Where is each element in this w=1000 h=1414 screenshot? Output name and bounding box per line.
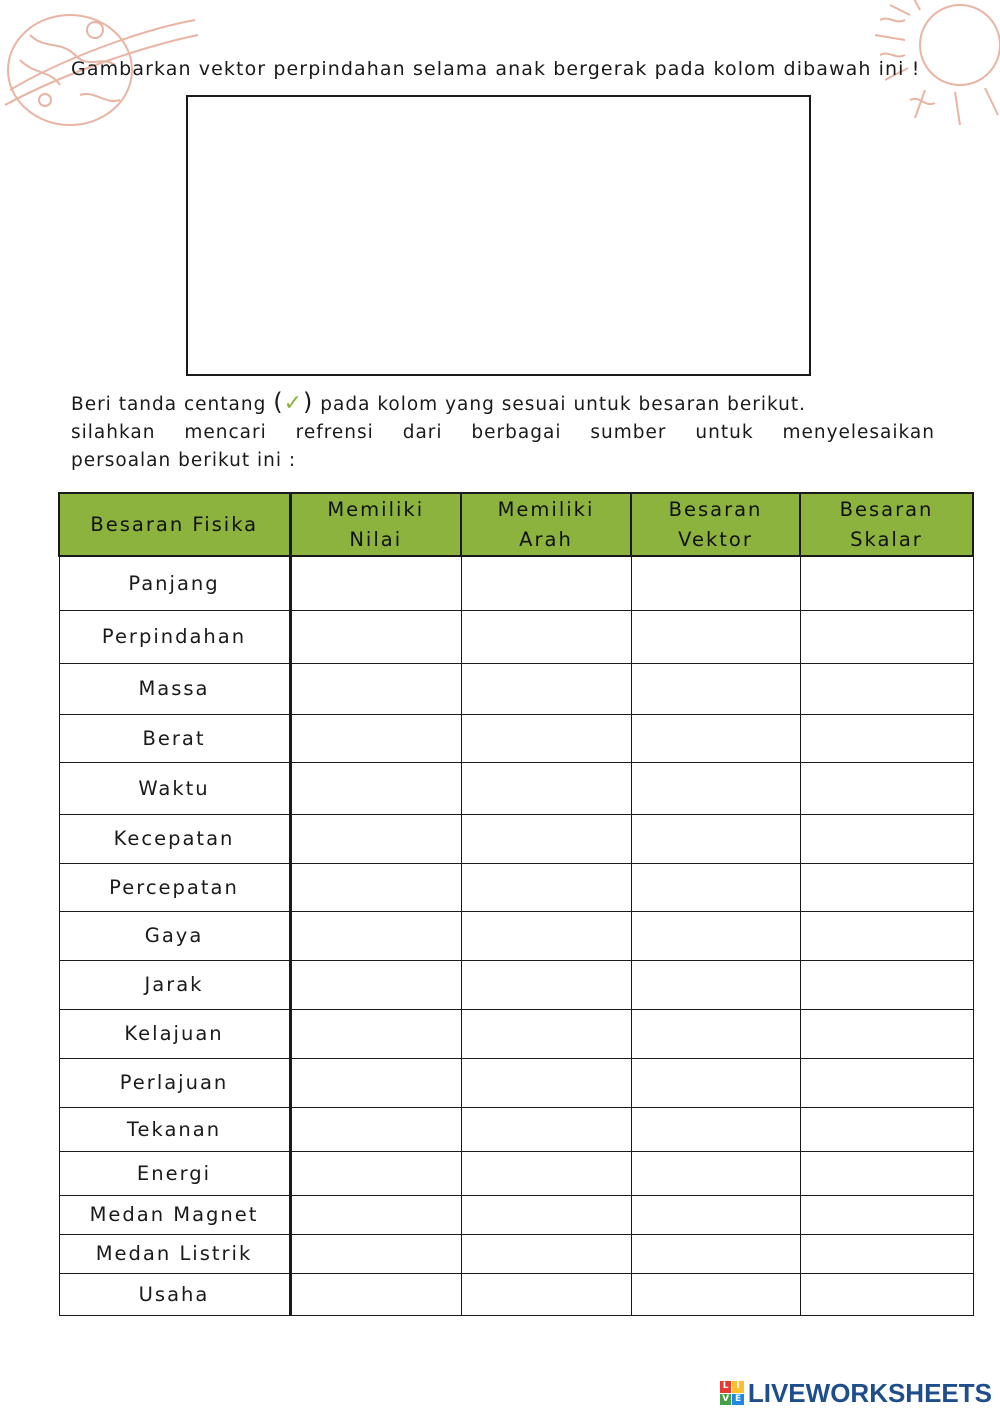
drawing-instruction: Gambarkan vektor perpindahan selama anak bergerak pada kolom dibawah ini ! [71, 58, 921, 80]
table-row [59, 1009, 973, 1058]
answer-cell-skalar[interactable] [800, 714, 973, 762]
answer-cell-arah[interactable] [461, 1151, 631, 1195]
table-row [59, 1195, 973, 1234]
answer-cell-skalar[interactable] [800, 863, 973, 911]
instruction-line-2: silahkan mencari refrensi dari berbagai sumber untuk menyelesaikan [71, 422, 935, 443]
answer-cell-arah[interactable] [461, 1009, 631, 1058]
open-paren: ( [273, 388, 284, 416]
quantity-name: Usaha [59, 1273, 290, 1315]
table-row [59, 1234, 973, 1273]
table-row [59, 1058, 973, 1107]
answer-cell-vektor[interactable] [631, 1195, 800, 1234]
brand-text: LIVEWORKSHEETS [747, 1377, 992, 1408]
answer-cell-arah[interactable] [461, 1058, 631, 1107]
answer-cell-skalar[interactable] [800, 556, 973, 610]
header-besaran-fisika: Besaran Fisika [59, 493, 290, 556]
quantity-name: Percepatan [59, 863, 290, 911]
logo-tile: V [720, 1394, 732, 1406]
liveworksheets-brand [720, 1378, 992, 1408]
table-row [59, 556, 973, 610]
answer-cell-nilai[interactable] [290, 1058, 461, 1107]
liveworksheets-logo-icon [720, 1381, 744, 1405]
answer-cell-skalar[interactable] [800, 663, 973, 714]
answer-cell-nilai[interactable] [290, 556, 461, 610]
answer-cell-nilai[interactable] [290, 1195, 461, 1234]
table-row [59, 960, 973, 1009]
header-besaran-skalar: Besaran Skalar [800, 493, 973, 556]
quantity-name: Panjang [59, 556, 290, 610]
quantity-name: Perlajuan [59, 1058, 290, 1107]
logo-tile: I [732, 1381, 744, 1393]
answer-cell-nilai[interactable] [290, 1009, 461, 1058]
answer-cell-arah[interactable] [461, 610, 631, 663]
instruction-line-1 [71, 388, 935, 419]
answer-cell-nilai[interactable] [290, 610, 461, 663]
answer-cell-arah[interactable] [461, 1107, 631, 1151]
answer-cell-arah[interactable] [461, 960, 631, 1009]
header-memiliki-arah: Memiliki Arah [461, 493, 631, 556]
checkmark-icon: ✓ [283, 391, 304, 416]
vector-drawing-area[interactable] [186, 95, 811, 376]
answer-cell-arah[interactable] [461, 556, 631, 610]
table-row [59, 1107, 973, 1151]
table-row [59, 714, 973, 762]
answer-cell-skalar[interactable] [800, 1273, 973, 1315]
answer-cell-vektor[interactable] [631, 1151, 800, 1195]
answer-cell-arah[interactable] [461, 714, 631, 762]
answer-cell-skalar[interactable] [800, 960, 973, 1009]
answer-cell-skalar[interactable] [800, 1195, 973, 1234]
quantity-name: Waktu [59, 762, 290, 814]
instruction-line-3: persoalan berikut ini : [71, 450, 297, 471]
answer-cell-vektor[interactable] [631, 960, 800, 1009]
answer-cell-nilai[interactable] [290, 1234, 461, 1273]
answer-cell-vektor[interactable] [631, 911, 800, 960]
quantity-name: Massa [59, 663, 290, 714]
answer-cell-vektor[interactable] [631, 762, 800, 814]
quantity-name: Medan Magnet [59, 1195, 290, 1234]
answer-cell-nilai[interactable] [290, 1273, 461, 1315]
quantity-name: Kecepatan [59, 814, 290, 863]
answer-cell-skalar[interactable] [800, 911, 973, 960]
answer-cell-nilai[interactable] [290, 863, 461, 911]
answer-cell-vektor[interactable] [631, 1009, 800, 1058]
answer-cell-vektor[interactable] [631, 556, 800, 610]
answer-cell-arah[interactable] [461, 863, 631, 911]
answer-cell-vektor[interactable] [631, 1234, 800, 1273]
logo-tile: L [720, 1381, 732, 1393]
answer-cell-nilai[interactable] [290, 911, 461, 960]
table-row [59, 911, 973, 960]
answer-cell-skalar[interactable] [800, 762, 973, 814]
answer-cell-arah[interactable] [461, 663, 631, 714]
quantity-name: Jarak [59, 960, 290, 1009]
answer-cell-skalar[interactable] [800, 814, 973, 863]
answer-cell-vektor[interactable] [631, 863, 800, 911]
answer-cell-nilai[interactable] [290, 762, 461, 814]
answer-cell-skalar[interactable] [800, 610, 973, 663]
answer-cell-nilai[interactable] [290, 814, 461, 863]
table-row [59, 814, 973, 863]
close-paren: ) [303, 388, 314, 416]
answer-cell-arah[interactable] [461, 762, 631, 814]
answer-cell-arah[interactable] [461, 1195, 631, 1234]
answer-cell-nilai[interactable] [290, 663, 461, 714]
table-row [59, 610, 973, 663]
answer-cell-skalar[interactable] [800, 1234, 973, 1273]
quantity-name: Medan Listrik [59, 1234, 290, 1273]
table-row [59, 1273, 973, 1315]
answer-cell-vektor[interactable] [631, 1058, 800, 1107]
answer-cell-arah[interactable] [461, 1273, 631, 1315]
answer-cell-skalar[interactable] [800, 1107, 973, 1151]
answer-cell-skalar[interactable] [800, 1058, 973, 1107]
instruction-text-after-check: pada kolom yang sesuai untuk besaran berikut. [320, 394, 806, 415]
answer-cell-vektor[interactable] [631, 714, 800, 762]
answer-cell-vektor[interactable] [631, 610, 800, 663]
answer-cell-arah[interactable] [461, 911, 631, 960]
answer-cell-skalar[interactable] [800, 1151, 973, 1195]
quantity-name: Tekanan [59, 1107, 290, 1151]
answer-cell-vektor[interactable] [631, 814, 800, 863]
answer-cell-vektor[interactable] [631, 1273, 800, 1315]
answer-cell-nilai[interactable] [290, 714, 461, 762]
quantity-name: Perpindahan [59, 610, 290, 663]
table-row [59, 762, 973, 814]
header-memiliki-nilai: Memiliki Nilai [290, 493, 461, 556]
table-row [59, 1151, 973, 1195]
physics-quantities-table [58, 492, 974, 1316]
quantity-name: Berat [59, 714, 290, 762]
instruction-text-before-check: Beri tanda centang [71, 394, 267, 415]
quantity-name: Kelajuan [59, 1009, 290, 1058]
answer-cell-arah[interactable] [461, 1234, 631, 1273]
checkmark-instruction [71, 388, 935, 475]
answer-cell-skalar[interactable] [800, 1009, 973, 1058]
answer-cell-vektor[interactable] [631, 663, 800, 714]
quantity-name: Energi [59, 1151, 290, 1195]
quantity-name: Gaya [59, 911, 290, 960]
table-header-row [59, 493, 973, 556]
answer-cell-vektor[interactable] [631, 1107, 800, 1151]
header-besaran-vektor: Besaran Vektor [631, 493, 800, 556]
answer-cell-nilai[interactable] [290, 960, 461, 1009]
logo-tile: E [732, 1394, 744, 1406]
table-row [59, 663, 973, 714]
answer-cell-nilai[interactable] [290, 1107, 461, 1151]
answer-cell-nilai[interactable] [290, 1151, 461, 1195]
answer-cell-arah[interactable] [461, 814, 631, 863]
table-row [59, 863, 973, 911]
